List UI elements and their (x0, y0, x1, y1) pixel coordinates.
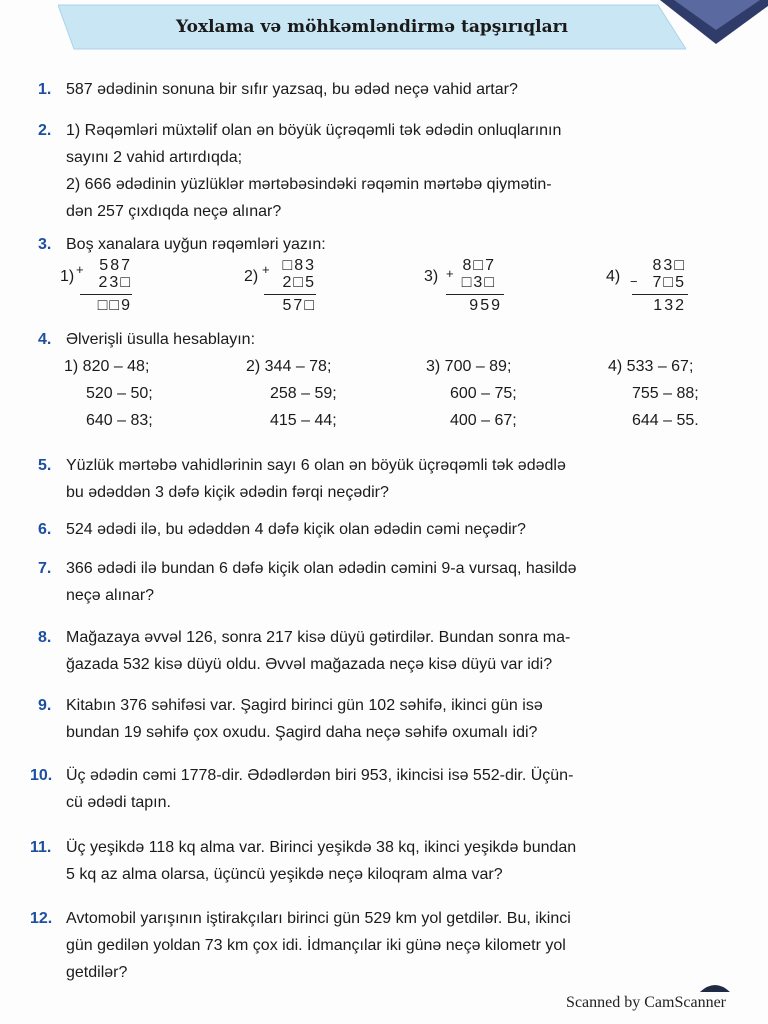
sum-line (80, 294, 132, 295)
question-line: 366 ədədi ilə bundan 6 dəfə kiçik olan ədədin cəmini 9-a vursaq, hasildə (66, 560, 577, 577)
question-line: dən 257 çıxdıqda neçə alınar? (66, 203, 282, 220)
column-problem-2 (244, 256, 344, 320)
plus-sign: + (76, 262, 84, 277)
operand-row: □3□ (461, 274, 496, 291)
question-1 (38, 76, 728, 103)
question-line: Üç ədədin cəmi 1778-dir. Ədədlərdən biri 953, ikincisi isə 552-dir. Üçün- (66, 767, 574, 784)
question-text: 524 ədədi ilə, bu ədəddən 4 dəfə kiçik olan ədədin cəmi neçədir? (66, 521, 526, 538)
operand-row: 7□5 (652, 274, 686, 291)
grid-cell: 4) 533 – 67; (608, 358, 694, 375)
question-10 (30, 762, 728, 816)
grid-cell: 2) 344 – 78; (246, 358, 332, 375)
grid-cell: 520 – 50; (86, 385, 153, 402)
operand-row: 2□5 (282, 274, 316, 291)
question-6 (38, 516, 728, 543)
grid-cell: 1) 820 – 48; (64, 358, 150, 375)
question-line: cü ədədi tapın. (66, 794, 171, 811)
question-line: ğazada 532 kisə düyü oldu. Əvvəl mağazada neçə kisə düyü var idi? (66, 656, 553, 673)
operand-row: □83 (282, 257, 316, 274)
question-7 (38, 555, 728, 609)
result-row: 959 (469, 297, 502, 314)
question-line: neçə alınar? (66, 587, 155, 604)
question-number: 1. (38, 81, 52, 98)
problem-label: 4) (606, 268, 621, 285)
question-number: 2. (38, 122, 52, 139)
sum-line (446, 294, 504, 295)
question-number: 4. (38, 331, 52, 348)
question-number: 6. (38, 521, 52, 538)
minus-sign: − (630, 274, 638, 289)
problem-label: 3) (424, 268, 439, 285)
question-line: 5 kq az alma olarsa, üçüncü yeşikdə neçə kiloqram alma var? (66, 866, 503, 883)
question-line: bundan 19 səhifə çox oxudu. Şagird daha neçə səhifə oxumalı idi? (66, 724, 538, 741)
question-number: 3. (38, 236, 52, 253)
plus-sign: + (262, 262, 270, 277)
question-number: 8. (38, 629, 52, 646)
question-line: 1) Rəqəmləri müxtəlif olan ən böyük üçrəqəmli tək ədədin onluqlarının (66, 122, 562, 139)
question-number: 10. (30, 767, 53, 784)
result-row: □□9 (97, 297, 132, 314)
operand-row: 8□7 (462, 257, 496, 274)
question-number: 11. (30, 839, 52, 856)
question-4 (38, 326, 728, 353)
question-9 (38, 692, 728, 746)
operand-row: 83□ (652, 257, 686, 274)
question-line: gün gedilən yoldan 73 km çox idi. İdmançılar iki günə neçə kilometr yol (66, 937, 566, 954)
difference-line (632, 294, 688, 295)
grid-cell: 3) 700 – 89; (426, 358, 512, 375)
scanner-watermark: Scanned by CamScanner (566, 994, 726, 1011)
result-row: 132 (653, 297, 686, 314)
result-row: 57□ (282, 297, 316, 314)
grid-cell: 755 – 88; (632, 385, 699, 402)
page-corner-icon (700, 982, 730, 992)
question-line: Üç yeşikdə 118 kq alma var. Birinci yeşikdə 38 kq, ikinci yeşikdə bundan (66, 839, 577, 856)
question-8 (38, 624, 728, 678)
question-number: 9. (38, 697, 52, 714)
operand-row: 587 (99, 257, 132, 274)
question-5 (38, 452, 728, 506)
question-11 (30, 834, 728, 888)
grid-cell: 258 – 59; (270, 385, 337, 402)
question-2 (38, 117, 728, 225)
question-text: 587 ədədinin sonuna bir sıfır yazsaq, bu ədəd neçə vahid artar? (66, 81, 518, 98)
column-problem-3 (424, 256, 524, 320)
grid-cell: 640 – 83; (86, 412, 153, 429)
column-problem-4 (606, 256, 716, 320)
question-3 (38, 231, 728, 258)
question-line: bu ədəddən 3 dəfə kiçik ədədin fərqi neçədir? (66, 484, 389, 501)
question-line: Kitabın 376 səhifəsi var. Şagird birinci gün 102 səhifə, ikinci gün isə (66, 697, 543, 714)
question-line: sayını 2 vahid artırdıqda; (66, 149, 243, 166)
question-line: Yüzlük mərtəbə vahidlərinin sayı 6 olan ən böyük üçrəqəmli tək ədədlə (66, 457, 566, 474)
operand-row: 23□ (98, 274, 132, 291)
question-text: Boş xanalara uyğun rəqəmləri yazın: (66, 236, 326, 253)
question-number: 5. (38, 457, 52, 474)
question-line: Avtomobil yarışının iştirakçıları birinci gün 529 km yol getdilər. Bu, ikinci (66, 910, 571, 927)
grid-cell: 600 – 75; (450, 385, 517, 402)
grid-cell: 400 – 67; (450, 412, 517, 429)
question-line: getdilər? (66, 964, 128, 981)
column-problem-1 (60, 256, 160, 320)
question-line: Mağazaya əvvəl 126, sonra 217 kisə düyü gətirdilər. Bundan sonra ma- (66, 629, 571, 646)
question-text: Əlverişli üsulla hesablayın: (66, 331, 256, 348)
question-12 (30, 905, 728, 986)
problem-label: 2) (244, 268, 259, 285)
question-line: 2) 666 ədədinin yüzlüklər mərtəbəsindəki rəqəmin mərtəbə qiymətin- (66, 176, 552, 193)
grid-cell: 644 – 55. (632, 412, 699, 429)
grid-cell: 415 – 44; (270, 412, 337, 429)
plus-sign: + (446, 266, 454, 281)
page-title: Yoxlama və möhkəmləndirmə tapşırıqları (175, 17, 569, 37)
corner-badge-icon (660, 0, 768, 44)
problem-label: 1) (60, 268, 75, 285)
question-number: 12. (30, 910, 53, 927)
question-number: 7. (38, 560, 52, 577)
sum-line (264, 294, 316, 295)
